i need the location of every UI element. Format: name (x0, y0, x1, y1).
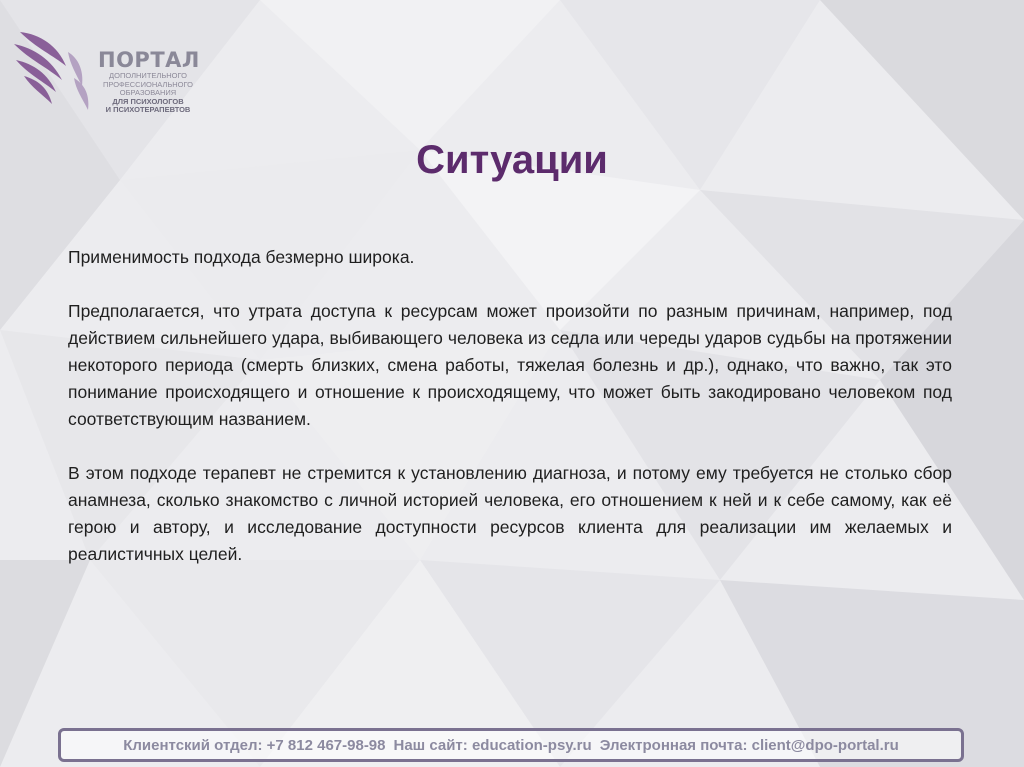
logo-line: И ПСИХОТЕРАПЕВТОВ (105, 105, 191, 114)
paragraph: Применимость подхода безмерно широка. (68, 247, 415, 267)
footer-site: Наш сайт: education-psy.ru (393, 736, 592, 754)
contact-footer (58, 728, 964, 762)
footer-client-dept: Клиентский отдел: +7 812 467-98-98 (123, 736, 386, 754)
wing-emblem-icon (10, 22, 100, 114)
logo-line: ПРОФЕССИОНАЛЬНОГО (103, 79, 193, 89)
footer-email: Электронная почта: client@dpo-portal.ru (599, 736, 899, 754)
slide-body (68, 244, 952, 568)
logo-title: ПОРТАЛ (98, 48, 200, 72)
logo-line: ОБРАЗОВАНИЯ (119, 88, 177, 97)
slide-title: Ситуации (416, 138, 608, 182)
logo-line: ДЛЯ ПСИХОЛОГОВ (112, 96, 184, 106)
portal-logo (10, 22, 200, 122)
paragraph: Предполагается, что утрата доступа к ресурсам может произойти по разным причинам, например, под действием сильнейшего удара, выбивающего человека из седла или череды ударов судьбы на протяжении некоторого периода (смерть близких, смена работы, тяжелая болезнь и др.), однако, что важно, так это понимание происходящего и отношение к происходящему, что может быть закодировано человеком под соответствующим названием. (68, 301, 952, 429)
logo-line: ДОПОЛНИТЕЛЬНОГО (109, 71, 187, 80)
logo-subtitle (102, 72, 194, 115)
paragraph: В этом подходе терапевт не стремится к установлению диагноза, и потому ему требуется не столько сбор анамнеза, сколько знакомство с личной историей человека, его отношением к ней и к себе самому, как её герою и автору, и исследование доступности ресурсов клиента для реализации им желаемых и реалистичных целей. (68, 463, 952, 564)
